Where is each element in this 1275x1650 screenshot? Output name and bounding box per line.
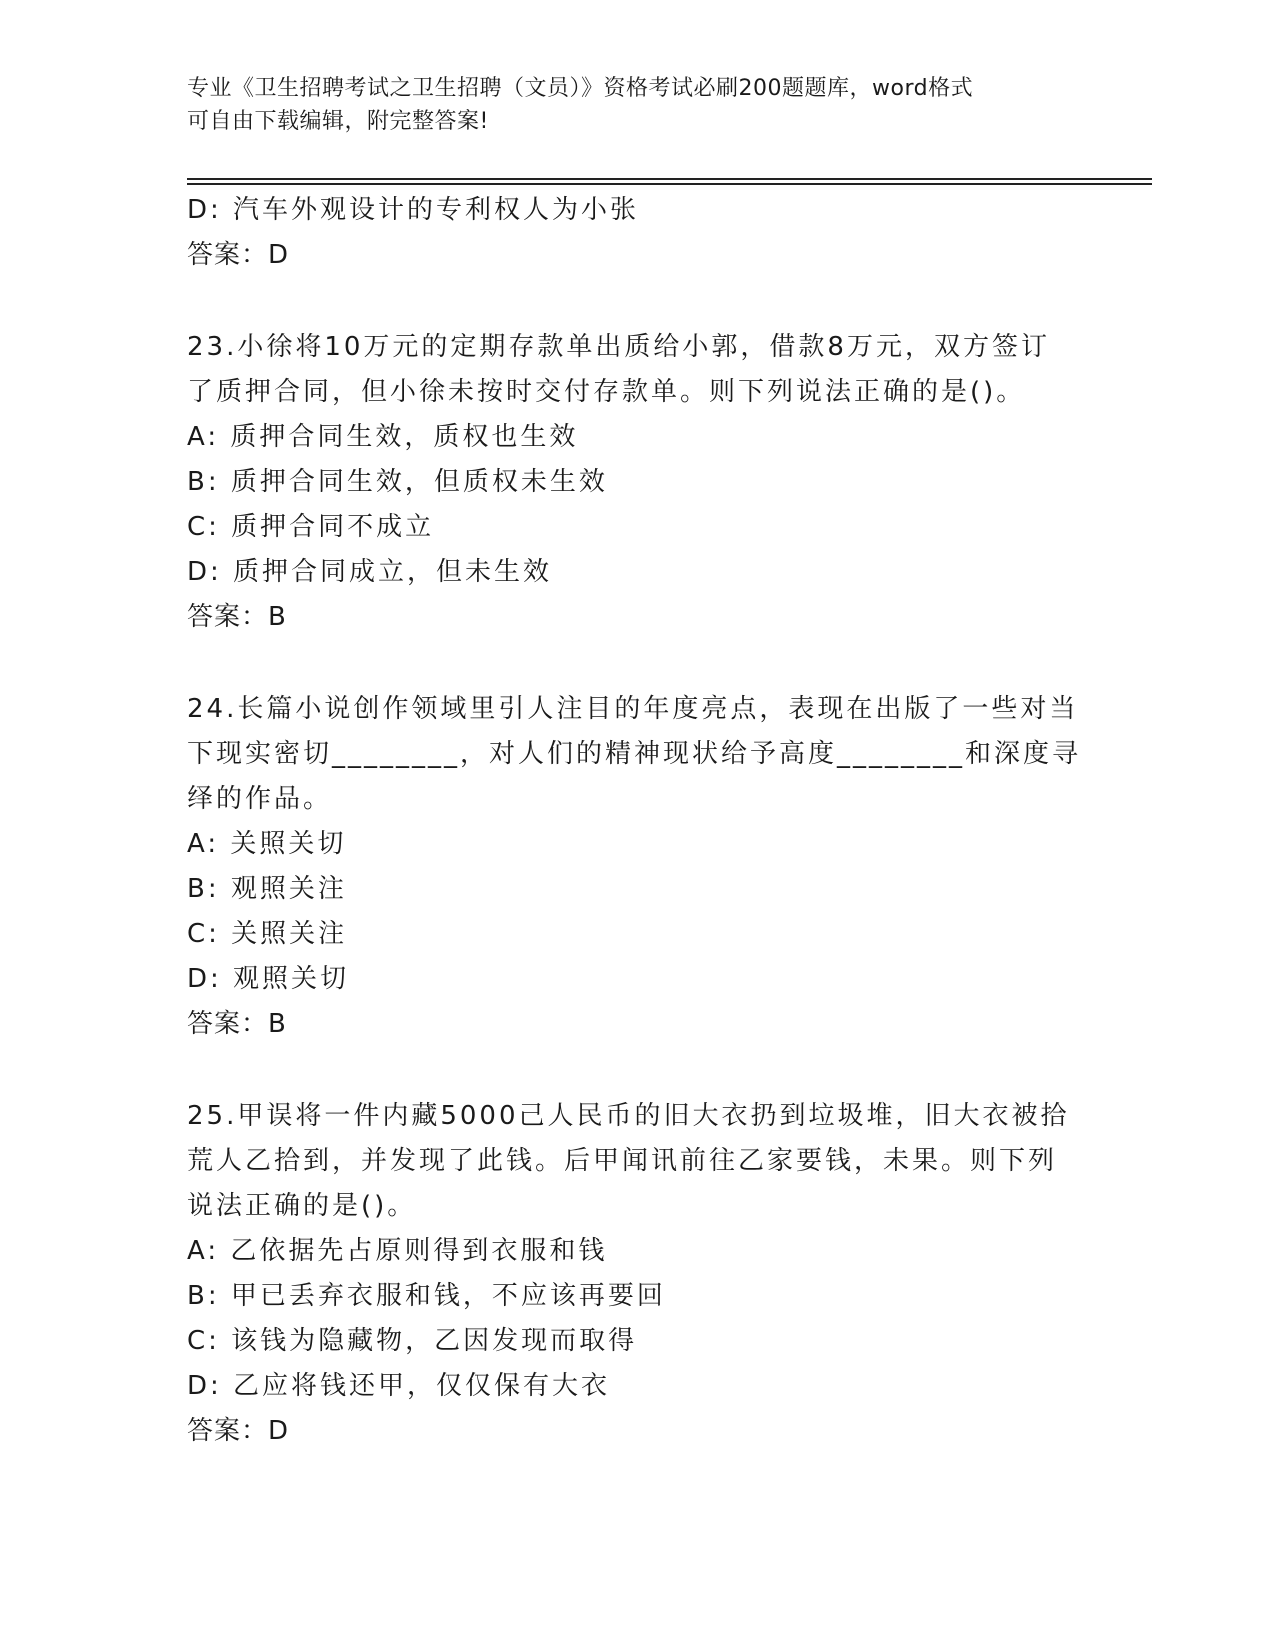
question-24	[187, 687, 1087, 1047]
option-a: A: 质押合同生效，质权也生效	[187, 422, 579, 452]
option-d: D: 质押合同成立，但未生效	[187, 557, 553, 587]
header-line-1: 专业《卫生招聘考试之卫生招聘（文员）》资格考试必刷200题题库，word格式	[187, 76, 974, 101]
option-c: C: 关照关注	[187, 919, 348, 949]
answer-line: 答案：D	[187, 1416, 290, 1446]
option-d: D: 汽车外观设计的专利权人为小张	[187, 195, 640, 225]
question-25	[187, 1094, 1087, 1454]
question-stem: 下现实密切________，对人们的精神现状给予高度________和深度寻	[187, 739, 1082, 769]
answer-line: 答案：B	[187, 1009, 287, 1039]
header-rule-bottom	[187, 183, 1152, 185]
option-d: D: 观照关切	[187, 964, 350, 994]
option-d: D: 乙应将钱还甲，仅仅保有大衣	[187, 1371, 611, 1401]
previous-question-tail	[187, 188, 1087, 278]
option-c: C: 质押合同不成立	[187, 512, 435, 542]
document-header	[187, 72, 1067, 138]
spacer	[187, 640, 1087, 687]
question-stem: 25.甲误将一件内藏5000己人民币的旧大衣扔到垃圾堆，旧大衣被拾	[187, 1101, 1070, 1131]
question-stem: 绎的作品。	[187, 784, 333, 814]
answer-line: 答案：B	[187, 602, 287, 632]
question-stem: 说法正确的是()。	[187, 1191, 417, 1221]
option-a: A: 关照关切	[187, 829, 347, 859]
spacer	[187, 1047, 1087, 1094]
question-stem: 了质押合同，但小徐未按时交付存款单。则下列说法正确的是()。	[187, 377, 1026, 407]
spacer	[187, 278, 1087, 325]
answer-line: 答案：D	[187, 240, 290, 270]
header-rule-top	[187, 178, 1152, 180]
question-stem: 24.长篇小说创作领域里引人注目的年度亮点，表现在出版了一些对当	[187, 694, 1079, 724]
header-line-2: 可自由下载编辑，附完整答案!	[187, 109, 489, 134]
option-b: B: 甲已丢弃衣服和钱，不应该再要回	[187, 1281, 666, 1311]
question-stem: 23.小徐将10万元的定期存款单出质给小郭，借款8万元，双方签订	[187, 332, 1050, 362]
option-b: B: 观照关注	[187, 874, 347, 904]
option-a: A: 乙依据先占原则得到衣服和钱	[187, 1236, 608, 1266]
option-b: B: 质押合同生效，但质权未生效	[187, 467, 608, 497]
question-23	[187, 325, 1087, 640]
question-stem: 荒人乙拾到，并发现了此钱。后甲闻讯前往乙家要钱，未果。则下列	[187, 1146, 1058, 1176]
option-c: C: 该钱为隐藏物，乙因发现而取得	[187, 1326, 638, 1356]
question-content	[187, 188, 1087, 1454]
